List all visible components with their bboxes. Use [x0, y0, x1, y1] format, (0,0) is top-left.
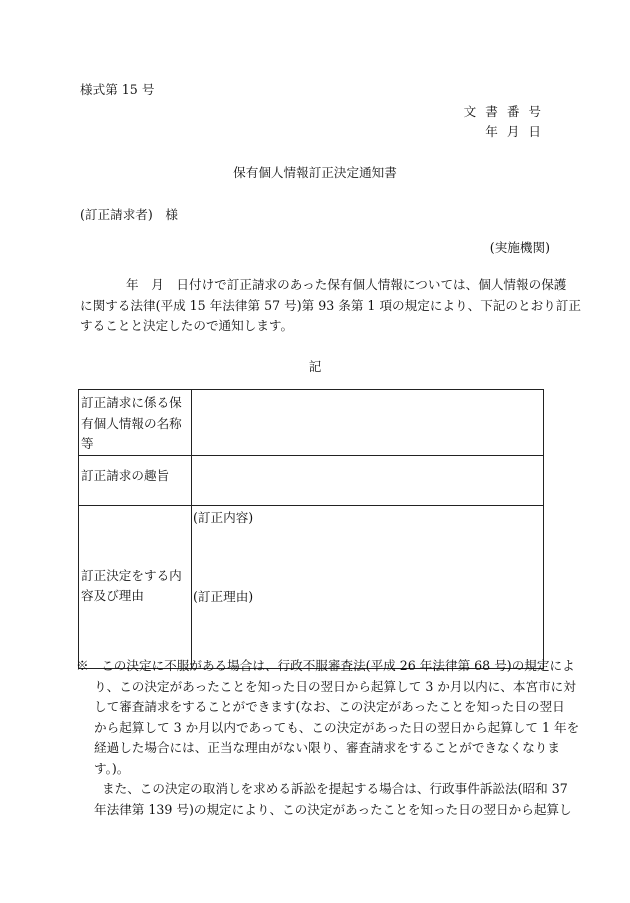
correction-reason-label: (訂正理由) — [193, 588, 254, 604]
decision-table — [78, 389, 544, 669]
form-number: 様式第 15 号 — [80, 82, 155, 97]
notice-body — [80, 275, 581, 337]
label-decision-reason — [79, 505, 192, 668]
note-line: から起算して 3 か月以内であっても、この決定があった日の翌日から起算して 1 年を — [94, 719, 580, 735]
note-line: して審査請求をすることができます(なお、この決定があったことを知った日の翌日 — [94, 699, 565, 714]
addressee: (訂正請求者) 様 — [80, 207, 178, 222]
label-line: 訂正請求に係る保 — [81, 395, 182, 410]
note-line: す。)。 — [94, 760, 130, 776]
body-line: することと決定したので通知します。 — [80, 318, 294, 333]
cell-request-purpose — [192, 455, 544, 505]
note-line: また、この決定の取消しを求める訴訟を提起する場合は、行政事件訴訟法(昭和 37 — [102, 781, 568, 796]
note-line: ※ この決定に不服がある場合は、行政不服審査法(平成 26 年法律第 68 号)の規定によ — [76, 658, 575, 673]
date-label: 年月日 — [485, 124, 550, 139]
note-line: り、この決定があったことを知った日の翌日から起算して 3 か月以内に、本宮市に対 — [94, 678, 576, 694]
note-line: 年法律第 139 号)の規定により、この決定があったことを知った日の翌日から起算し — [94, 801, 572, 817]
table-row — [79, 455, 544, 505]
label-line: 容及び理由 — [81, 588, 144, 603]
label-line: 訂正決定をする内 — [81, 567, 182, 583]
document-title: 保有個人情報訂正決定通知書 — [233, 165, 397, 180]
cell-decision-reason — [192, 505, 544, 668]
ki-heading: 記 — [308, 359, 322, 374]
document-number-label: 文書番号 — [463, 104, 550, 119]
label-request-purpose: 訂正請求の趣旨 — [79, 455, 192, 505]
body-line: に関する法律(平成 15 年法律第 57 号)第 93 条第 1 項の規定により、下記のとおり訂正 — [80, 297, 581, 313]
table-row — [79, 390, 544, 456]
body-line: 年 月 日付けで訂正請求のあった保有個人情報については、個人情報の保護 — [126, 277, 567, 292]
table-row — [79, 505, 544, 668]
label-line: 有個人情報の名称 — [81, 415, 182, 431]
label-target-info — [79, 390, 192, 456]
note-line: 経過した場合には、正当な理由がない限り、審査請求をすることができなくなりま — [94, 740, 560, 755]
appeal-note — [76, 656, 580, 820]
label-line: 等 — [81, 436, 94, 451]
cell-target-info — [192, 390, 544, 456]
correction-content-label: (訂正内容) — [193, 509, 254, 525]
issuing-agency: (実施機関) — [489, 240, 550, 255]
